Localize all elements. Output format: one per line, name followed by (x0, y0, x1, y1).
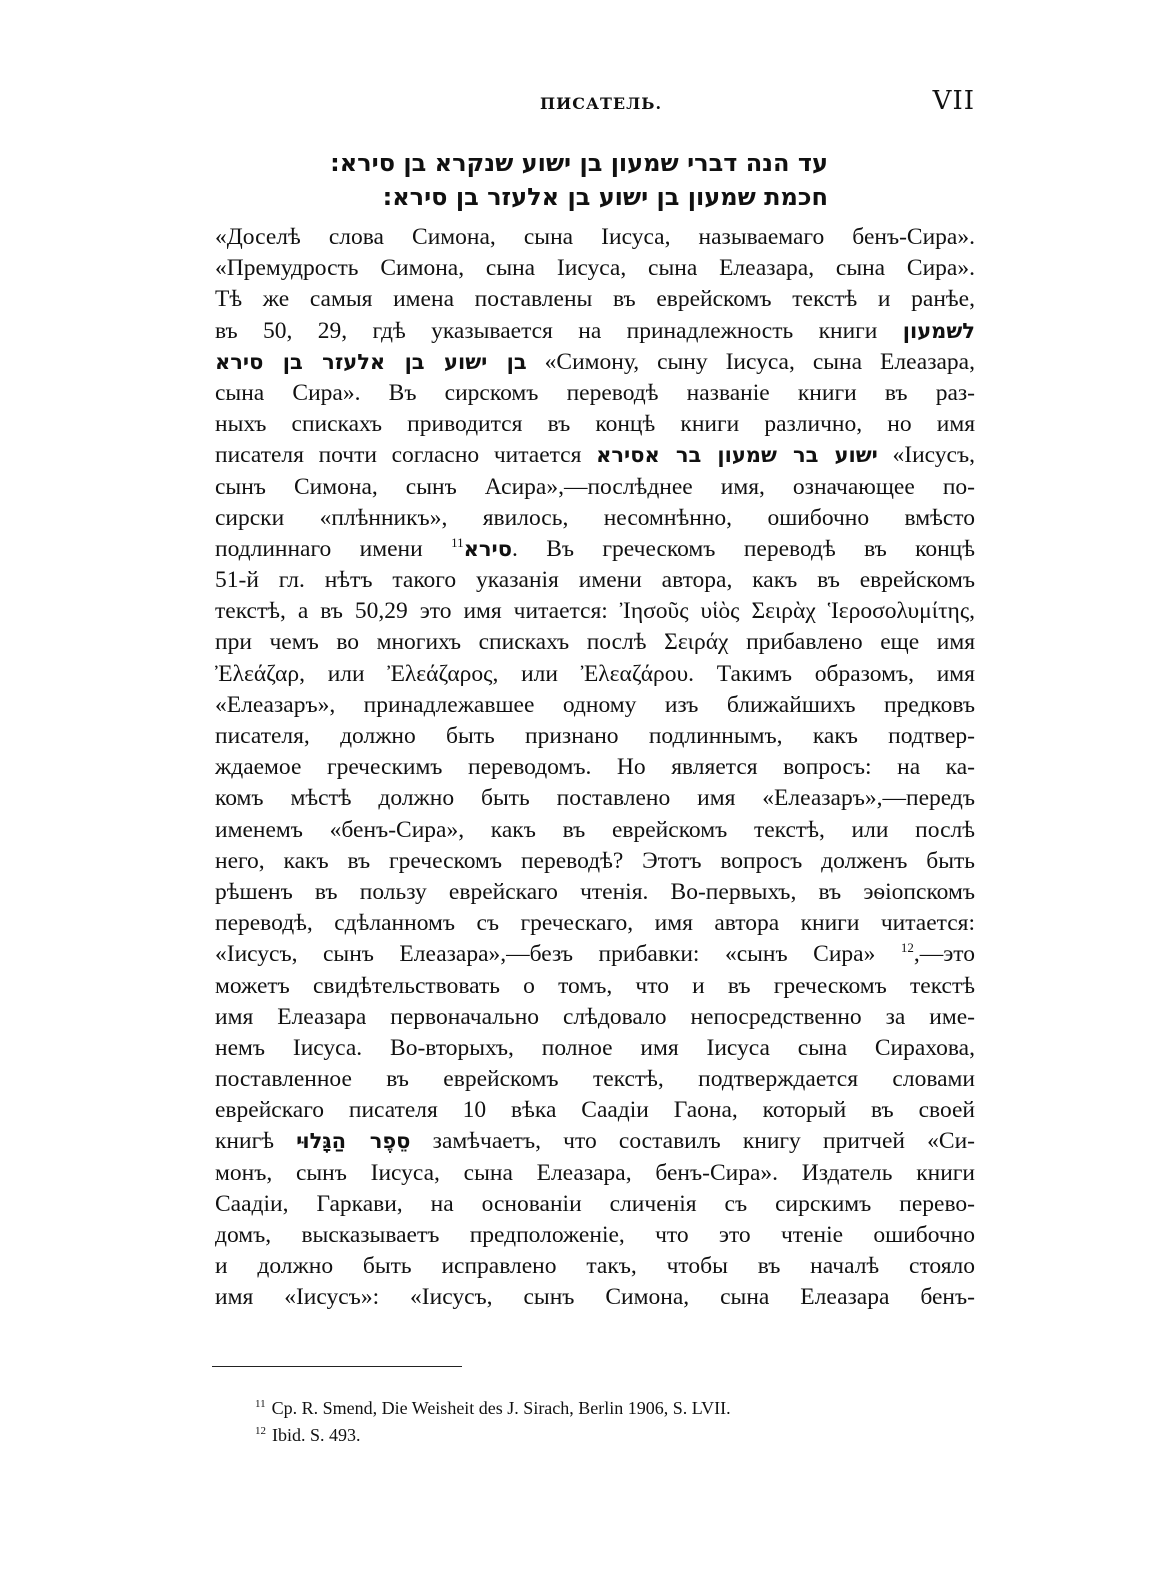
text-segment: подлиннаго имени (215, 535, 423, 562)
text-line (215, 627, 975, 658)
text-line: переводѣ, сдѣланномъ съ греческаго, имя автора книги читается: (215, 910, 975, 937)
text-segment: въ 50, 29, гдѣ указывается на принадлежность книги (215, 317, 878, 344)
text-segment: замѣчаетъ, что составилъ книгу притчей «Си- (432, 1128, 976, 1155)
text-line: «Доселѣ слова Симона, сына Іисуса, называемаго бенъ-Сира». (215, 224, 975, 250)
running-head (215, 86, 975, 126)
running-title: ПИСАТЕЛЬ. (540, 94, 663, 113)
text-line: сирски «плѣнникъ», явилось, несомнѣнно, ошибочно вмѣсто (215, 504, 975, 531)
text-line: ждаемое греческимъ переводомъ. Но является вопросъ: на ка- (215, 754, 975, 781)
footnotes (255, 1395, 975, 1449)
text-segment: «Симону, сыну Іисуса, сына Елеазара, (544, 348, 975, 375)
text-segment: книгѣ (215, 1128, 274, 1155)
text-line (215, 316, 975, 347)
text-segment: писателя почти согласно читается (215, 442, 582, 469)
text-line (215, 440, 975, 471)
footnote-ref[interactable]: 12 (900, 940, 914, 956)
hebrew-line-1: עד הנה דברי שמעון בן ישוע שנקרא בן סירא: (330, 149, 828, 177)
text-line: немъ Іисуса. Во-вторыхъ, полное имя Іисуса сына Сирахова, (215, 1034, 975, 1061)
hebrew-inline: סֵפֶר הַגָּלוּי (296, 1129, 411, 1154)
text-line (215, 1126, 975, 1157)
text-line: имя «Іисусъ»: «Іисусъ, сынъ Симона, сына Елеазара бенъ- (215, 1284, 975, 1311)
text-line: писателя, должно быть признано подлиннымъ, какъ подтвер- (215, 723, 975, 749)
hebrew-inline: סירא (463, 536, 512, 561)
text-segment: прибавлено еще имя (746, 629, 976, 656)
greek-inline: Ἰησοῦς υἱὸς Σειρὰχ Ἱεροσολυμίτης, (619, 598, 975, 625)
text-line: «Премудрость Симона, сына Іисуса, сына Елеазара, сына Сира». (215, 255, 975, 282)
body-text (215, 222, 975, 1314)
text-segment: текстѣ, а въ 50,29 это имя читается: (215, 598, 608, 625)
hebrew-line-2: חכמת שמעון בן ישוע בן אלעזר בן סירא: (382, 183, 828, 211)
hebrew-inline: לשמעון (902, 318, 976, 343)
text-line: Ἐλεάζαρ, или Ἐλεάζαρος, или Ἐλεαζάρου. Такимъ образомъ, имя (215, 660, 975, 687)
text-line (215, 347, 975, 378)
text-line: рѣшенъ въ пользу еврейскаго чтенія. Во-первыхъ, въ эѳіопскомъ (215, 878, 975, 905)
text-line: и должно быть исправлено такъ, чтобы въ началѣ стояло (215, 1253, 975, 1280)
text-segment: «Іисусъ, (892, 442, 975, 469)
text-line: Тѣ же самыя имена поставлены въ еврейскомъ текстѣ и ранѣе, (215, 286, 975, 313)
footnote-text: Ср. R. Smend, Die Weisheit des J. Sirach, Berlin 1906, S. LVII. (271, 1398, 731, 1418)
text-segment: ,—это (913, 941, 976, 968)
footnote-divider (212, 1366, 462, 1367)
text-line: «Елеазаръ», принадлежавшее одному изъ ближайшихъ предковъ (215, 691, 975, 718)
text-line: еврейскаго писателя 10 вѣка Саадіи Гаона, который въ своей (215, 1097, 975, 1124)
text-line: именемъ «бенъ-Сира», какъ въ еврейскомъ текстѣ, или послѣ (215, 816, 975, 843)
footnote (255, 1422, 975, 1449)
footnote-text: Ibid. S. 493. (272, 1425, 361, 1445)
text-segment: «Іисусъ, сынъ Елеазара»,—безъ прибавки: «сынъ Сира» (215, 941, 876, 968)
text-line: монъ, сынъ Іисуса, сына Елеазара, бенъ-Сира». Издатель книги (215, 1159, 975, 1186)
text-line (215, 596, 975, 627)
hebrew-inline: ישוע בר שמעון בר אסירא (596, 443, 878, 468)
footnote-ref[interactable]: 11 (451, 535, 464, 551)
text-line: домъ, высказываетъ предположеніе, что это чтеніе ошибочно (215, 1222, 975, 1248)
text-line (215, 534, 975, 565)
text-line: комъ мѣстѣ должно быть поставлено имя «Елеазаръ»,—передъ (215, 785, 975, 812)
footnote-mark: 12 (255, 1425, 266, 1437)
text-line: сынъ Симона, сынъ Асира»,—послѣднее имя, означающее по- (215, 473, 975, 500)
text-segment: . Въ греческомъ переводѣ въ концѣ (511, 535, 976, 562)
text-line: Саадіи, Гаркави, на основаніи сличенія съ сирскимъ перево- (215, 1190, 975, 1217)
page-number: VII (932, 86, 975, 116)
greek-inline: Σειράχ (664, 629, 729, 656)
text-segment: при чемъ во многихъ спискахъ послѣ (215, 629, 647, 656)
footnote (255, 1395, 975, 1422)
hebrew-inline: בן ישוע בן אלעזר בן סירא (215, 349, 527, 374)
text-line: можетъ свидѣтельствовать о томъ, что и въ греческомъ текстѣ (215, 972, 975, 999)
text-line: поставленное въ еврейскомъ текстѣ, подтверждается словами (215, 1066, 975, 1093)
text-line: 51-й гл. нѣтъ такого указанія имени автора, какъ въ еврейскомъ (215, 567, 975, 594)
text-line: него, какъ въ греческомъ переводѣ? Этотъ вопросъ долженъ быть (215, 847, 975, 874)
hebrew-epigraph (215, 146, 828, 214)
text-line (215, 939, 975, 970)
text-line: ныхъ спискахъ приводится въ концѣ книги различно, но имя (215, 411, 975, 438)
text-line: сына Сира». Въ сирскомъ переводѣ названіе книги въ раз- (215, 379, 975, 406)
text-line: имя Елеазара первоначально слѣдовало непосредственно за име- (215, 1003, 975, 1030)
footnote-mark: 11 (255, 1398, 266, 1410)
